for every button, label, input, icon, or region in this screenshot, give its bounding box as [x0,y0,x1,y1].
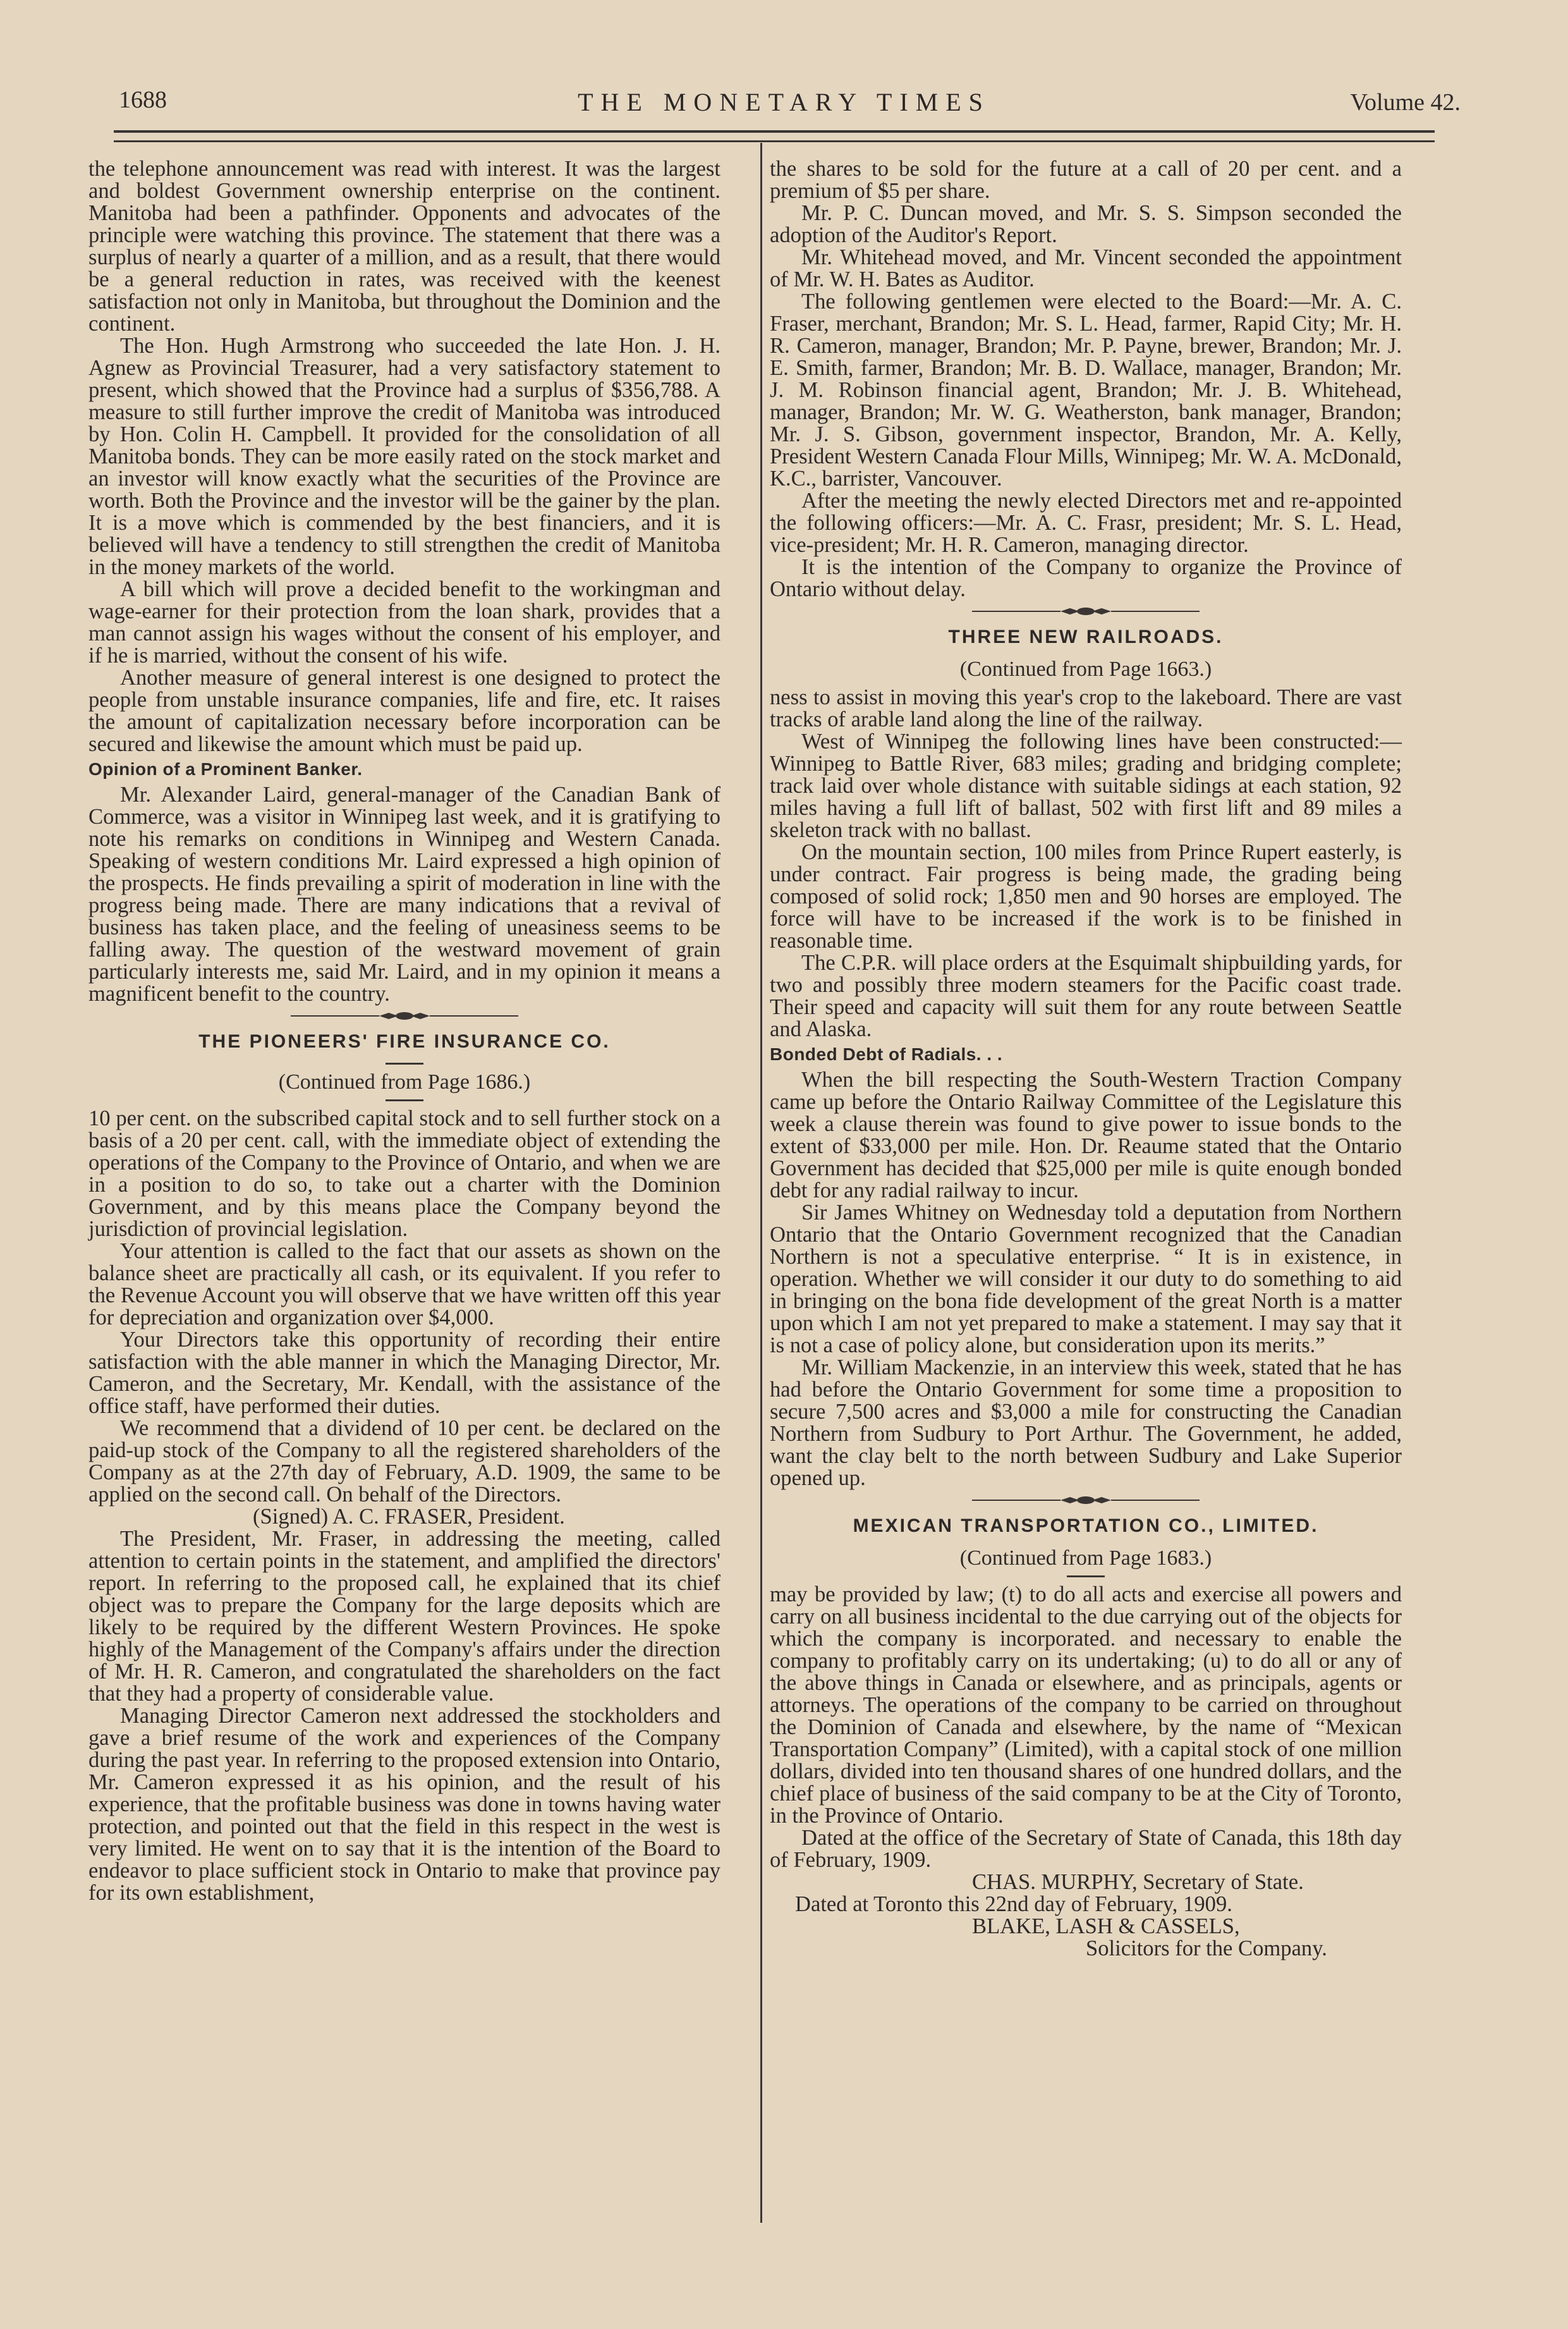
paragraph: The President, Mr. Fraser, in addressing the meeting, called attention to certain points in the statement, and amplified the directors' report. In referring to the proposed call, he explained that its chief object was to prepare the Company for the large deposits which are likely to be required by the different Western Provinces. He spoke highly of the Management of the Company's affairs under the direction of Mr. H. R. Cameron, and congratulated the shareholders on the fact that they had a property of considerable value. [88,1527,720,1706]
volume-label: Volume 42. [1350,89,1461,116]
paragraph: Dated at the office of the Secretary of State of Canada, this 18th day of February, 1909. [770,1826,1402,1872]
paragraph: Sir James Whitney on Wednesday told a deputation from Northern Ontario that the Ontario Government recognized that the Canadian Northern is not a speculative enterprise. “ It is in existence, in operation. Whether we will consider it our duty to do something to aid in bringing on the bona fide development of the great North is a matter upon which I am not yet prepared to make a statement. I may say that it is not a case of policy alone, but consideration upon its merits.” [770,1201,1402,1357]
paragraph: Your Directors take this opportunity of recording their entire satisfaction with the able manner in which the Managing Director, Mr. Cameron, and the Secretary, Mr. Kendall, with the assistance of the office staff, have performed their duties. [88,1328,720,1418]
signature-line: Dated at Toronto this 22nd day of February, 1909. [795,1892,1232,1916]
continued-note: (Continued from Page 1686.) [278,1070,531,1094]
paragraph: the telephone announcement was read with interest. It was the largest and boldest Government ownership enterprise on the continent. Manitoba had been a pathfinder. Opponents and advocates of the principle were watching this province. The statement that there was a surplus of nearly a quarter of a million, and as a result, that there would be a general reduction in rates, was received with the keenest satisfaction not only in Manitoba, but throughout the Dominion and the continent. [88,157,720,336]
paragraph: A bill which will prove a decided benefit to the workingman and wage-earner for their protection from the loan shark, provides that a man cannot assign his wages without the consent of his employer, and if he is married, without the consent of his wife. [88,577,720,668]
paragraph: The Hon. Hugh Armstrong who succeeded the late Hon. J. H. Agnew as Provincial Treasurer, had a very satisfactory statement to present, which showed that the Province had a surplus of $356,788. A measure to still further improve the credit of Manitoba was introduced by Hon. Colin H. Campbell. It provided for the consolidation of all Manitoba bonds. They can be more easily rated on the stock market and an investor will know exactly what the securities of the Province are worth. Both the Province and the investor will be the gainer by the plan. It is a move which is commended by the best financiers, and it is believed will have a tendency to still strengthen the credit of Manitoba in the money markets of the world. [88,334,720,579]
ornament-divider [972,607,1200,616]
column-divider [760,143,762,2223]
continued-note: (Continued from Page 1663.) [959,657,1212,681]
signature-line: (Signed) A. C. FRASER, President. [253,1505,565,1529]
ornament-divider [291,1012,518,1020]
signature-line: BLAKE, LASH & CASSELS, [972,1914,1240,1938]
paragraph: The following gentlemen were elected to the Board:—Mr. A. C. Fraser, merchant, Brandon; Mr. S. L. Head, farmer, Rapid City; Mr. H. R. Cameron, manager, Brandon; Mr. P. Payne, brewer, Brandon; Mr. J. E. Smith, farmer, Brandon; Mr. B. D. Wallace, manager, Brandon; Mr. J. M. Robinson financial agent, Brandon; Mr. J. B. Whitehead, manager, Brandon; Mr. W. G. Weatherston, bank manager, Brandon; Mr. J. S. Gibson, government inspector, Brandon, Mr. A. Kelly, President Western Canada Flour Mills, Winnipeg; Mr. W. A. McDonald, K.C., barrister, Vancouver. [770,290,1402,491]
paragraph: When the bill respecting the South-Western Traction Company came up before the Ontario Railway Committee of the Legislature this week a clause therein was found to give power to issue bonds to the extent of $33,000 per mile. Hon. Dr. Reaume stated that the Ontario Government has decided that $25,000 per mile is quite enough bonded debt for any radial railway to incur. [770,1068,1402,1202]
paragraph: Managing Director Cameron next addressed the stockholders and gave a brief resume of the work and experiences of the Company during the past year. In referring to the proposed extension into Ontario, Mr. Cameron expressed it as his opinion, and the result of his experience, that the profitable business was done in towns having water protection, and pointed out that the field in this respect in the west is very limited. He went on to say that it is the intention of the Board to endeavor to place sufficient stock in Ontario to make that province pay for its own establishment, [88,1704,720,1905]
paragraph: Another measure of general interest is one designed to protect the people from unstable insurance companies, life and fire, etc. It raises the amount of capitalization necessary before incorporation can be secured and likewise the amount which must be paid up. [88,666,720,756]
paragraph: The C.P.R. will place orders at the Esquimalt shipbuilding yards, for two and possibly three modern steamers for the Pacific coast trade. Their speed and capacity will suit them for any route between Seattle and Alaska. [770,951,1402,1041]
header-rule-bottom [114,140,1435,142]
paragraph: Mr. William Mackenzie, in an interview this week, stated that he has had before the Ontario Government for some time a proposition to secure 7,500 acres and $3,000 a mile for constructing the Canadian Northern from Sudbury to Port Arthur. The Government, he added, want the clay belt to the north between Sudbury and Lake Superior opened up. [770,1355,1402,1490]
short-rule [1067,1575,1105,1577]
paragraph: After the meeting the newly elected Directors met and re-appointed the following officers:—Mr. A. C. Frasr, president; Mr. S. L. Head, vice-president; Mr. H. R. Cameron, managing director. [770,489,1402,557]
paragraph: Your attention is called to the fact that our assets as shown on the balance sheet are practically all cash, or its equivalent. If you refer to the Revenue Account you will observe that we have written off this year for depreciation and organization over $4,000. [88,1239,720,1330]
paragraph: 10 per cent. on the subscribed capital stock and to sell further stock on a basis of a 20 per cent. call, with the immediate object of extending the operations of the Company to the Province of Ontario, and when we are in a position to do so, to take out a charter with the Dominion Government, and by this means place the Company beyond the jurisdiction of provincial legislation. [88,1106,720,1241]
signature-line: Solicitors for the Company. [1086,1936,1327,1960]
paragraph: It is the intention of the Company to organize the Province of Ontario without delay. [770,555,1402,601]
paragraph: West of Winnipeg the following lines have been constructed:—Winnipeg to Battle River, 683 miles; grading and bridging complete; track laid over whole distance with suitable sidings at each station, 92 miles having a full lift of ballast, 502 with first lift and 89 miles a skeleton track with no ballast. [770,730,1402,842]
left-column [88,158,720,1904]
paragraph: the shares to be sold for the future at a call of 20 per cent. and a premium of $5 per share. [770,157,1402,203]
paragraph: ness to assist in moving this year's crop to the lakeboard. There are vast tracks of arable land along the line of the railway. [770,685,1402,731]
subheading-banker: Opinion of a Prominent Banker. [88,759,363,779]
subheading-radials: Bonded Debt of Radials. . . [770,1044,1003,1064]
continued-note: (Continued from Page 1683.) [959,1546,1212,1570]
heading-railroads: THREE NEW RAILROADS. [948,627,1224,647]
short-rule [386,1063,423,1065]
heading-pioneers: THE PIONEERS' FIRE INSURANCE CO. [198,1031,611,1052]
paragraph: Mr. Alexander Laird, general-manager of the Canadian Bank of Commerce, was a visitor in Winnipeg last week, and it is gratifying to note his remarks on conditions in Winnipeg and Western Canada. Speaking of western conditions Mr. Laird expressed a high opinion of the prospects. He finds prevailing a spirit of moderation in line with the progress being made. There are many indications that a revival of business has taken place, and the feeling of uneasiness seems to be falling away. The question of the westward movement of grain particularly interests me, said Mr. Laird, and in my opinion it means a magnificent benefit to the country. [88,783,720,1006]
header-rule-top [114,130,1435,133]
page-title: THE MONETARY TIMES [578,88,990,116]
paragraph: may be provided by law; (t) to do all acts and exercise all powers and carry on all business incidental to the due carrying out of the objects for which the company is incorporated. and necessary to enable the company to profitably carry on its undertaking; (u) to do all or any of the above things in Canada or elsewhere, and as principals, agents or attorneys. The operations of the company to be carried on throughout the Dominion of Canada and elsewhere, by the name of “Mexican Transportation Company” (Limited), with a capital stock of one million dollars, divided into ten thousand shares of one hundred dollars, and the chief place of business of the said company to be at the City of Toronto, in the Province of Ontario. [770,1582,1402,1828]
paragraph: Mr. Whitehead moved, and Mr. Vincent seconded the appointment of Mr. W. H. Bates as Auditor. [770,245,1402,291]
paragraph: Mr. P. C. Duncan moved, and Mr. S. S. Simpson seconded the adoption of the Auditor's Report. [770,201,1402,247]
paragraph: On the mountain section, 100 miles from Prince Rupert easterly, is under contract. Fair progress is being made, the grading being composed of solid rock; 1,850 men and 90 horses are employed. The force will have to be increased if the work is to be finished in reasonable time. [770,840,1402,953]
heading-mexican: MEXICAN TRANSPORTATION CO., LIMITED. [853,1515,1319,1536]
page-number: 1688 [119,87,167,113]
signature-line: CHAS. MURPHY, Secretary of State. [972,1870,1304,1894]
right-column [770,158,1402,1960]
short-rule [386,1099,423,1101]
paragraph: We recommend that a dividend of 10 per cent. be declared on the paid-up stock of the Company to all the registered shareholders of the Company as at the 27th day of February, A.D. 1909, the same to be applied on the second call. On behalf of the Directors. [88,1416,720,1507]
ornament-divider [972,1496,1200,1505]
